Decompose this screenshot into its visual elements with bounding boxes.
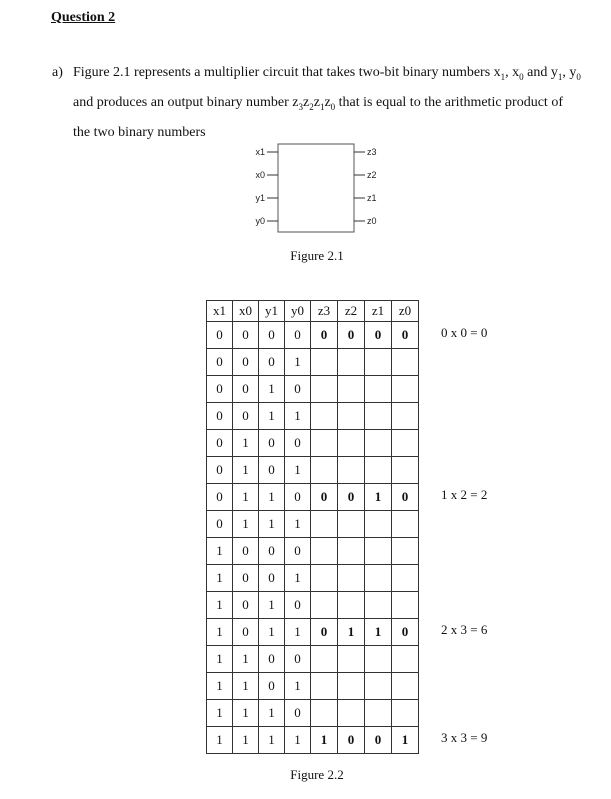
input-cell: 0 [207, 484, 233, 511]
input-cell: 0 [207, 430, 233, 457]
figure-2-1-diagram [230, 138, 430, 238]
table-row [207, 619, 419, 646]
output-label-z2: z2 [367, 170, 377, 180]
output-cell: 0 [311, 322, 338, 349]
output-cell [311, 457, 338, 484]
input-label-x1: x1 [255, 147, 265, 157]
output-cell [365, 673, 392, 700]
input-cell: 1 [233, 511, 259, 538]
output-cell: 0 [338, 727, 365, 754]
input-cell: 1 [285, 727, 311, 754]
input-cell: 0 [259, 457, 285, 484]
input-cell: 1 [285, 403, 311, 430]
output-cell [338, 349, 365, 376]
input-cell: 1 [259, 619, 285, 646]
input-cell: 1 [259, 403, 285, 430]
input-cell: 1 [259, 484, 285, 511]
input-cell: 0 [207, 349, 233, 376]
output-cell [392, 457, 419, 484]
output-cell: 0 [338, 484, 365, 511]
question-text-4: that is equal to the arithmetic product of the two binary numbers [73, 94, 563, 140]
output-cell [392, 538, 419, 565]
table-row [207, 376, 419, 403]
header-z1: z1 [365, 301, 392, 322]
input-cell: 0 [259, 538, 285, 565]
input-cell: 0 [207, 403, 233, 430]
input-cell: 1 [259, 592, 285, 619]
output-cell [365, 430, 392, 457]
output-cell [338, 565, 365, 592]
output-cell [338, 700, 365, 727]
table-row [207, 673, 419, 700]
header-x1: x1 [207, 301, 233, 322]
input-cell: 0 [233, 619, 259, 646]
input-cell: 0 [207, 376, 233, 403]
input-cell: 0 [233, 592, 259, 619]
input-label-x0: x0 [255, 170, 265, 180]
question-text-3: and produces an output binary number z [73, 94, 299, 110]
output-cell [365, 538, 392, 565]
table-row [207, 700, 419, 727]
input-cell: 0 [285, 538, 311, 565]
question-heading: Question 2 [51, 10, 116, 25]
input-cell: 1 [285, 673, 311, 700]
output-cell: 0 [392, 619, 419, 646]
product-note: 1 x 2 = 2 [441, 487, 488, 502]
header-z0: z0 [392, 301, 419, 322]
input-cell: 0 [233, 565, 259, 592]
figure-2-2-caption: Figure 2.2 [290, 767, 344, 782]
part-label: a) [52, 65, 63, 80]
output-cell: 0 [311, 484, 338, 511]
output-label-z0: z0 [367, 216, 377, 226]
output-cell [365, 376, 392, 403]
multiplier-block [278, 144, 354, 232]
header-z3: z3 [311, 301, 338, 322]
input-cell: 1 [259, 700, 285, 727]
output-cell: 0 [365, 727, 392, 754]
output-cell: 1 [338, 619, 365, 646]
output-cell [365, 646, 392, 673]
input-cell: 1 [207, 646, 233, 673]
output-cell: 0 [338, 322, 365, 349]
output-cell [311, 511, 338, 538]
output-cell [365, 511, 392, 538]
input-cell: 1 [207, 565, 233, 592]
output-cell [392, 673, 419, 700]
input-cell: 0 [285, 484, 311, 511]
table-row [207, 457, 419, 484]
input-cell: 0 [207, 322, 233, 349]
output-cell: 0 [365, 322, 392, 349]
output-cell [338, 592, 365, 619]
input-cell: 1 [285, 349, 311, 376]
header-y1: y1 [259, 301, 285, 322]
table-row [207, 403, 419, 430]
output-cell [392, 700, 419, 727]
output-label-z1: z1 [367, 193, 377, 203]
input-cell: 1 [259, 376, 285, 403]
output-cell [338, 430, 365, 457]
header-y0: y0 [285, 301, 311, 322]
output-cell [392, 592, 419, 619]
input-cell: 0 [285, 430, 311, 457]
output-cell [392, 565, 419, 592]
input-cell: 0 [207, 457, 233, 484]
output-cell [338, 646, 365, 673]
input-cell: 0 [285, 700, 311, 727]
product-note: 0 x 0 = 0 [441, 325, 488, 340]
table-row [207, 727, 419, 754]
output-cell [311, 430, 338, 457]
truth-table-header-row [207, 301, 419, 322]
table-row [207, 511, 419, 538]
input-cell: 1 [233, 484, 259, 511]
input-cell: 1 [207, 727, 233, 754]
output-cell [311, 403, 338, 430]
output-cell: 1 [365, 619, 392, 646]
output-cell [311, 565, 338, 592]
input-cell: 0 [233, 538, 259, 565]
output-cell [338, 673, 365, 700]
figure-2-1-caption: Figure 2.1 [290, 248, 344, 263]
output-cell: 0 [311, 619, 338, 646]
output-cell: 1 [311, 727, 338, 754]
question-text-1: Figure 2.1 represents a multiplier circuit that takes two-bit binary numbers x [73, 65, 501, 80]
input-cell: 1 [259, 727, 285, 754]
output-label-z3: z3 [367, 147, 377, 157]
input-cell: 0 [285, 376, 311, 403]
input-cell: 1 [207, 592, 233, 619]
input-label-y0: y0 [255, 216, 265, 226]
input-cell: 1 [233, 646, 259, 673]
table-row [207, 484, 419, 511]
output-cell [392, 349, 419, 376]
output-cell [311, 673, 338, 700]
input-cell: 1 [207, 673, 233, 700]
input-cell: 0 [233, 322, 259, 349]
input-cell: 0 [233, 376, 259, 403]
header-x0: x0 [233, 301, 259, 322]
table-row [207, 322, 419, 349]
input-cell: 1 [233, 457, 259, 484]
output-cell [311, 592, 338, 619]
output-cell [338, 538, 365, 565]
input-cell: 1 [285, 511, 311, 538]
input-cell: 1 [259, 511, 285, 538]
input-cell: 1 [207, 700, 233, 727]
output-cell: 1 [365, 484, 392, 511]
output-cell [365, 349, 392, 376]
table-row [207, 565, 419, 592]
input-cell: 1 [233, 673, 259, 700]
output-cell [338, 457, 365, 484]
input-cell: 0 [259, 646, 285, 673]
input-cell: 0 [285, 592, 311, 619]
output-cell [365, 565, 392, 592]
truth-table [206, 300, 419, 754]
input-label-y1: y1 [255, 193, 265, 203]
output-cell: 0 [392, 322, 419, 349]
multiplier-block-svg [230, 138, 430, 238]
output-cell [365, 457, 392, 484]
input-cell: 0 [233, 403, 259, 430]
input-cell: 0 [233, 349, 259, 376]
table-row [207, 646, 419, 673]
table-row [207, 349, 419, 376]
product-note: 3 x 3 = 9 [441, 730, 488, 745]
output-cell [365, 592, 392, 619]
input-cell: 1 [285, 565, 311, 592]
output-cell [392, 430, 419, 457]
output-cell: 1 [392, 727, 419, 754]
input-cell: 0 [285, 322, 311, 349]
output-cell [311, 538, 338, 565]
output-cell [392, 376, 419, 403]
output-cell [365, 403, 392, 430]
input-cell: 0 [259, 565, 285, 592]
output-cell [311, 646, 338, 673]
input-cell: 1 [207, 619, 233, 646]
table-row [207, 538, 419, 565]
output-cell [311, 376, 338, 403]
input-cell: 0 [259, 673, 285, 700]
header-z2: z2 [338, 301, 365, 322]
question-part-a [52, 60, 582, 146]
output-cell: 0 [392, 484, 419, 511]
input-cell: 0 [259, 322, 285, 349]
output-cell [392, 403, 419, 430]
table-row [207, 592, 419, 619]
input-cell: 0 [259, 430, 285, 457]
input-cell: 1 [285, 619, 311, 646]
input-cell: 1 [233, 430, 259, 457]
output-cell [311, 349, 338, 376]
table-row [207, 430, 419, 457]
question-text: Figure 2.1 represents a multiplier circuit that takes two-bit binary numbers $x_1$, $x_0$ and $y_1$, $y_0$ and produces an output binary number $z_3z_2z_1z_0$ that is equal to the arithmetic product of the two binary numbers [73, 65, 581, 140]
output-cell [338, 403, 365, 430]
output-cell [311, 700, 338, 727]
output-cell [392, 646, 419, 673]
input-cell: 0 [259, 349, 285, 376]
input-cell: 1 [207, 538, 233, 565]
input-cell: 0 [285, 646, 311, 673]
input-cell: 1 [285, 457, 311, 484]
input-cell: 1 [233, 727, 259, 754]
output-cell [338, 376, 365, 403]
product-note: 2 x 3 = 6 [441, 622, 488, 637]
output-cell [392, 511, 419, 538]
input-cell: 0 [207, 511, 233, 538]
output-cell [338, 511, 365, 538]
question-text-2: and y [527, 65, 558, 80]
input-cell: 1 [233, 700, 259, 727]
output-cell [365, 700, 392, 727]
